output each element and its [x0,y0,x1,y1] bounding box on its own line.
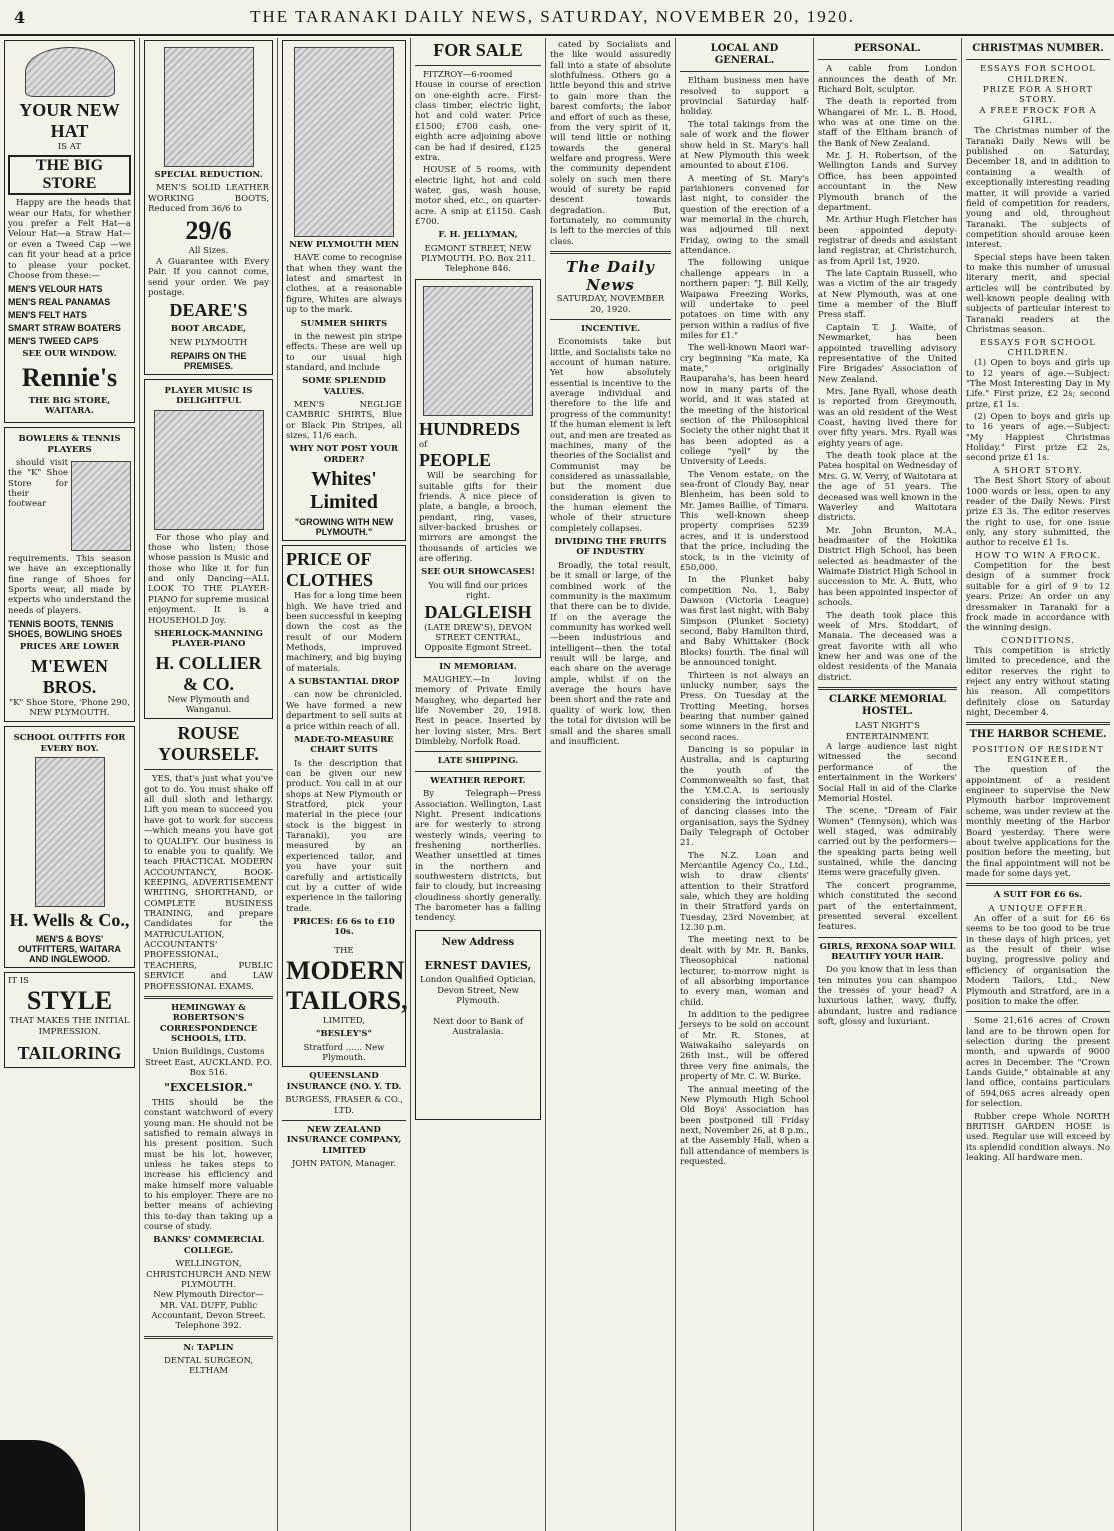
local-item-13: The annual meeting of the New Plymouth High School Old Boys' Association has been postponed till Friday next, November 26, at 8 p.m., at the Assembly Hall, when a full attendance of members is requested. [680,1084,809,1168]
local-item-7: In the Plunket baby competition No. 1, Baby Dawson (Victoria League) was first last night, with Baby Simpson (Plunket Society) second, Baby Hamilton third, and Baby Whittaker (Bock Blocks) fourth. The final will be announced tonight. [680,575,809,669]
memoriam-body: MAUGHEY.—In loving memory of Private Emily Maughey, who departed her life November 20, 1918. Rest in peace. Inserted by her loving sister, Mrs. Bert Dimbleby, Norfolk Road. [415,674,541,748]
prices-lower: PRICES ARE LOWER [19,642,120,653]
taplin-headline: N: TAPLIN [183,1342,234,1353]
personal-item-10: The death took place this week of Mrs. Stoddart, of Manaia. The deceased was a great favorite with all who knew her and was one of the oldest residents of the Manaia district. [818,610,957,683]
personal-item-3: Mr. J. H. Robertson, of the Wellington Lands and Survey Office, has been appointed accountant in the New Plymouth branch of the department. [818,151,957,213]
davies-ad [415,930,541,1120]
local-item-8: Thirteen is not always an unlucky number, says the Press. On Tuesday at the Trotting Meeting, horses bearing that number gained some winners in the first and second races. [680,670,809,743]
deare-town: NEW PLYMOUTH [169,337,248,348]
incentive-body: Economists take but little, and Socialists take no account of human nature. Yet how absolutely essential is incentive to the average individual and therefore to the life and progress of the community! If the human element is left out, and men are treated as machines, many of the theories of the Socialist and Communist may be considered as unassailable, but the moment due consideration is given to the human element the whole of their structure completely collapses. [550,337,671,534]
banks-headline: BANKS' COMMERCIAL COLLEGE. [153,1235,264,1256]
taplin-sub: DENTAL SURGEON, ELTHAM [163,1356,254,1377]
gentleman-illustration [294,47,394,237]
in-memoriam: IN MEMORIAM. [439,661,517,672]
how-to-win-headline: HOW TO WIN A FROCK. [974,550,1102,561]
rouse-headline: ROUSE YOURSELF. [158,723,259,765]
whites-sub: "GROWING WITH NEW PLYMOUTH." [294,517,394,538]
tennis-player-illustration [71,461,131,551]
people-body: Will be searching for suitable gifts for their friends. A nice piece of plate, a bangle, a brooch, pendant, ring, vases, silver-backed brushes or mirrors are amongst the thousands of articles we are offering. [419,471,537,565]
garden-hose: Rubber crepe Whole NORTH BRITISH GARDEN HOSE is used. Regular use will exceed by its splendid condition always. No leaking. All hardware men. [966,1111,1110,1163]
dalgleish-logo: DALGLEISH [424,601,532,622]
suit-body: An offer of a suit for £6 6s seems to be too good to be true in these days of high prices, yet as the result of their wise buying, progressive policy and efficiency of organisation the Modern Tailors, Ltd., New Plymouth and Stratford, are in a position to make the offer. [966,914,1110,1007]
people: PEOPLE [419,450,492,471]
local-item-11: The meeting next to be dealt with by Mr. R. Banks, Theosophical national lecturer, to-morrow night is of all absorbing importance to every man, woman and child. [680,935,809,1008]
column-2 [140,38,278,1531]
rennie-sub: THE BIG STORE, WAITARA. [28,395,111,416]
player-headline: PLAYER MUSIC IS DELIGHTFUL [164,385,253,407]
harbor-headline: THE HARBOR SCHEME. [969,729,1107,741]
hat-item-1: MEN'S VELOUR HATS [8,284,103,295]
wells-sub: MEN'S & BOYS' OUTFITTERS, WAITARA AND INGLEWOOD. [18,933,121,964]
prices-range: PRICES: £6 6s to £10 10s. [293,916,395,938]
substantial-drop: A SUBSTANTIAL DROP [288,677,400,688]
mcewen-logo: M'EWEN BROS. [30,655,108,697]
hat-item-4: SMART STRAW BOATERS [8,323,121,334]
local-item-4: The following unique challenge appears in a northern paper: "J. Bill Kelly, Waipawa Freezing Works, will undertake to peel potatoes on time with any person within a radius of five miles for £1." [680,258,809,341]
last-night: LAST NIGHT'S ENTERTAINMENT. [845,721,930,742]
hat-headline: YOUR NEW HAT [19,100,120,141]
besleys: "BESLEY'S" [316,1029,372,1040]
boots-ad [144,40,273,375]
house-listing: HOUSE of 5 rooms, with electric light, hot and cold water, gas, wash house, motor shed, etc., on quarter-acre. A snip at £1150. Cash £700. [415,165,541,228]
collier-logo: H. COLLIER & CO. [155,652,262,694]
burgess: BURGESS, FRASER & CO., LTD. [285,1095,403,1116]
essays-headline: ESSAYS FOR SCHOOL CHILDREN. [980,64,1096,85]
late-shipping: LATE SHIPPING. [437,756,519,767]
conditions-body: This competition is strictly limited to precedence, and the editor reserves the right to reject any entry without stating his reason. All competitors definitely close on Saturday night, December 4. [966,645,1110,719]
style-it-is: IT IS [8,975,29,986]
jellyman-sub: EGMONT STREET, NEW PLYMOUTH. P.O. Box 211. Telephone 846. [420,243,536,275]
repairs: REPAIRS ON THE PREMISES. [170,350,247,371]
column-6 [676,38,814,1531]
price-of-clothes: PRICE OF CLOTHES [286,549,374,591]
incentive-headline: INCENTIVE. [580,323,641,334]
ernest-davies: ERNEST DAVIES, [424,959,532,973]
style-sub: THAT MAKES THE INITIAL IMPRESSION. [9,1016,130,1037]
harbor-body: The question of the appointment of a resident engineer to supervise the New Plymouth harbor improvement scheme, was under review at the monthly meeting of the Harbor Board yesterday. There were about twelve applications for the position before the meeting, but the final appointment will not be made for some days yet. [966,765,1110,879]
hemingway-headline: HEMINGWAY & ROBERTSON'S CORRESPONDENCE SCHOOLS, LTD. [159,1002,258,1044]
masthead [0,0,1114,36]
hemingway-sub: Union Buildings, Customs Street East, AUCKLAND. P.O. Box 516. [144,1047,273,1079]
engineer-headline: POSITION OF RESIDENT ENGINEER. [972,744,1104,766]
dividing-headline: DIVIDING THE FRUITS OF INDUSTRY [554,537,667,558]
clarke-body-3: The concert programme, which constituted the second part of the entertainment, presented several excellent features. [818,880,957,933]
school-outfits-ad [4,726,135,968]
sherlock-manning: SHERLOCK-MANNING PLAYER-PIANO [154,628,263,650]
bowlers-body: should visit the "K" Shoe Store for their footwear requirements. This season we have an exceptionally fine range of Shoes for Sports wear, all made by experts who understand the needs of players. [8,458,131,616]
next-door: Next door to Bank of Australasia. [433,1016,523,1037]
all-sizes: All Sizes. [188,246,229,257]
daily-news-banner: The Daily News [566,258,655,295]
hat-item-2: MEN'S REAL PANAMAS [8,297,111,308]
unique-offer: A UNIQUE OFFER. [988,903,1088,914]
crown-lands: Some 21,616 acres of Crown land are to be thrown open for selection during the present month, and upwards of 9000 acres in December. The "Crown Lands Guide," obtainable at any land office, contains particulars of 594,065 acres already open for selection. [966,1016,1110,1110]
modern-tailors-logo: MODERN TAILORS, [286,956,408,1016]
clarke-body: A large audience last night witnessed the second performance of the entertainment in the Workers' Social Hall in aid of the Clarke Memorial Hostel. [818,742,957,804]
special-headline: SPECIAL REDUCTION. [154,170,263,180]
banks-director: New Plymouth Director— MR. VAL DUFF, Public Accountant, Devon Street. Telephone 392. [151,1290,266,1332]
showcases-sub: You will find our prices right. [428,580,528,602]
whites-ad [282,40,406,541]
suit-headline: A SUIT FOR £6 6s. [993,890,1083,901]
personal-item-2: The death is reported from Whangarei of Mr. L. B. Hood, who was at one time on the staff of the Eltham branch of the Bank of New Zealand. [818,97,957,149]
hundreds: HUNDREDS [419,418,521,439]
player-piano-ad [144,379,273,719]
tailoring-word: TAILORING [17,1043,122,1064]
how-to-win-body: Competition for the best design of a summer frock suitable for a girl of 9 to 12 years. Prize: An order on any dressmaker in Taranaki for a frock made in accordance with the winning design. [966,561,1110,634]
short-story-headline: A SHORT STORY. [993,465,1083,476]
local-item-2: The total takings from the sale of work and the flower show held in St. Mary's hall at New Plymouth this week amounted to about £106. [680,119,809,172]
clock-jewellery-illustration [423,286,533,416]
local-item-1: Eltham business men have resolved to support a provincial Saturday half-holiday. [680,76,809,118]
newspaper-title: THE TARANAKI DAILY NEWS, SATURDAY, NOVEMBER 20, 1920. [250,7,856,26]
banks-sub: WELLINGTON, CHRISTCHURCH AND NEW PLYMOUTH. [146,1259,271,1290]
local-item-5: The well-known Maori war-cry beginning "Ka mate, Ka mate," originally Rauparaha's, has been heard now in many parts of the world, and it was stated at the meeting of the historical section of the Philosophical Society the other night that it has been adopted as a college "yell" by the University of Leeds. [680,343,809,468]
hat-illustration [25,47,115,97]
player-body: For those who play and those who listen; those whose passion is Music and those who like it for fun and only Dancing—ALL LOOK TO THE PLAYER-PIANO for supreme musical enjoyment. It is a HOUSEHOLD Joy. [148,532,269,626]
collier-sub: New Plymouth and Wanganui. [167,694,250,715]
bowlers-ad [4,427,135,722]
price-body: Has for a long time been high. We have tried and been successful in keeping down the cost as the result of our Modern Methods, improved machinery, and big buying of materials. [286,591,403,674]
nz-insurance: NEW ZEALAND INSURANCE COMPANY, LIMITED [286,1124,402,1156]
whites-logo: Whites' Limited [310,468,378,514]
clarke-headline: CLARKE MEMORIAL HOSTEL. [828,694,947,718]
mcewen-sub: "K" Shoe Store, 'Phone 290, NEW PLYMOUTH. [9,697,130,718]
rexona-headline: GIRLS, REXONA SOAP WILL BEAUTIFY YOUR HAIR. [819,941,956,962]
clarke-body-2: The scene, "Dream of Fair Women" (Tennyson), which was well staged, was admirably carried out by the performers—the speaking parts being well sustained, while the dancing items were gracefully given. [818,806,957,879]
deare-logo: DEARE'S [169,300,248,321]
hat-ad [4,40,135,423]
paton: JOHN PATON, Manager. [291,1159,397,1169]
rexona-body: Do you know that in less than ten minutes you can shampoo the tresses of your head? A luxurious lather, wavy, fluffy, abundant, lustre and radiance soft, glossy and luxuriant. [818,965,957,1028]
hat-sub: IS AT [57,142,82,152]
prize-headline: PRIZE FOR A SHORT STORY. [982,84,1094,106]
style-word: STYLE [26,986,113,1016]
splendid-values: SOME SPLENDID VALUES. [302,376,386,397]
local-item-6: The Venom estate, on the sea-front of Cloudy Bay, near Blenheim, has been sold to Mr. James Baillie, of Timaru. This well-known sheep property comprises 5239 acres, and it is understood that the price, including the stock, is in the vicinity of £50,000. [680,469,809,573]
page-body [0,38,1114,1531]
local-general-headline: LOCAL AND GENERAL. [710,43,779,67]
column-5 [546,38,676,1531]
local-item-3: A meeting of St. Mary's parishioners convened for last night, to consider the question of the erection of a war memorial in the church, was adjourned till next Friday, owing to the small attendance. [680,173,809,257]
personal-item-9: Mr. John Brunton, M.A., headmaster of the Hokitika District High School, has been selected as headmaster of the Waimate District High School in succession to Mr. A. Butt, who has been appointed inspector of schools. [818,525,957,609]
editorial-cont: cated by Socialists and the like would assuredly fall into a state of absolute slothfulness. Others go a little beyond this and strive to gain more than the barest comforts; the labor and effort of such as these, from the very spirit of it, will tend little or nothing towards the general welfare and progress. Were the community dependent solely on such men there would of surety be rapid descent towards degradation. But, fortunately, no community is left to the mercies of this class. [550,40,671,247]
page-number: 4 [14,7,26,27]
personal-item-5: The late Captain Russell, who was a victim of the air tragedy at New Plymouth, was at one time a member of the Bluff Press staff. [818,269,957,321]
column-4 [411,38,546,1531]
np-men-body: HAVE come to recognise that when they want the latest and smartest in clothes, at a reasonable figure, Whites are always up to the mark. [286,253,402,316]
frock-headline: A FREE FROCK FOR A GIRL. [979,105,1097,126]
stratford-np: Stratford ...... New Plymouth. [303,1042,385,1064]
deare-sub: BOOT ARCADE, [170,324,247,335]
summer-body: in the newest pin stripe effects. These are well up to our usual high standard, and include [286,331,402,373]
personal-headline: PERSONAL. [854,43,921,54]
queensland-insurance: QUEENSLAND INSURANCE (NO. Y. TD. [286,1071,402,1092]
weather-report: WEATHER REPORT. [430,775,526,786]
dalgleish-ad [415,279,541,658]
column-8 [962,38,1114,1531]
dividing-body: Broadly, the total result, be it small or large, of the combined work of the community is the maximum that there can be to divide. If on the average the community has worked well—been industrious and intelligent—then the total result will be large, and each share on the average ample, whilst if on the average the hours have been short and the rate and quality of work low, then the total for division will be small and the shares small and insufficient. [550,560,671,747]
style-ad [4,972,135,1068]
conditions-headline: CONDITIONS. [1001,635,1075,646]
why-not-post: WHY NOT POST YOUR ORDER? [289,444,399,465]
summer-shirts: SUMMER SHIRTS [300,318,388,329]
for-sale-headline: FOR SALE [433,40,523,60]
showcases: SEE OUR SHOWCASES! [421,567,535,578]
rouse-body: YES, that's just what you've got to do. You must shake off all dull sloth and lethargy. Lift you mean to succeed you have got to work for success—which means you have got to QUALIFY. Our business is to enable you to qualify. We teach PRACTICAL MODERN ACCOUNTANCY, BOOK-KEEPING, ADVERTISEMENT WRITING, SHORTHAND, or COMPLETE BUSINESS TRAINING, and prepare Candidates for the MATRICULATION, ACCOUNTANTS' PROFESSIONAL, TEACHERS, PUBLIC SERVICE and LAW PROFESSIONAL EXAMS. [144,774,273,992]
column-3 [278,38,411,1531]
essays-body: (1) Open to boys and girls up to 12 years of age.—Subject: "The Most Interesting Day in My Life." First prize, £2 2s; second prize, £1 1s. [966,358,1110,410]
new-address: New Address [441,936,515,948]
big-store-logo: THE BIG STORE [8,155,131,195]
excelsior-body: THIS should be the constant watchword of every young man. He should not be satisfied to remain always in his present position. Such must be his lot, however, unless he takes steps to increase his efficiency and make himself more valuable to his employer. There are no better means of achieving this to-day than taking up a course of study. [144,1097,273,1233]
personal-item-6: Captain T. J. Waite, of Newmarket, has been appointed travelling advisory representative of the United Fire Brigades' Association of New Zealand. [818,322,957,385]
local-item-10: The N.Z. Loan and Mercantile Agency Co., Ltd., wish to draw clients' attention to their Stratford sale, which they are holding in their Stratford yards on Tuesday, 23rd November, at 12.30 p.m. [680,850,809,934]
piano-illustration [154,410,264,530]
measure-body: Is the description that can be given our new product. You call in at our shops at New Plymouth or Stratford, pick your material in the piece (our stock is the biggest in Taranaki), you are measured by an experienced tailor, and you have your suit carefully and artistically cut by a cutter of wide experience in the tailoring trade. [286,758,402,914]
shirts-detail: MEN'S NEGLIGE CAMBRIC SHIRTS, Blue or Black Pin Stripes, all sizes, 11/6 each. [286,400,402,442]
wells-logo: H. Wells & Co., [9,909,130,930]
made-to-measure: MADE-TO-MEASURE CHART SUITS [294,734,394,756]
short-story-body: The Best Short Story of about 1000 words or less, open to any reader of the Daily News. First prize £3 3s. The editor reserves the right to use, for one issue only, any story submitted, the author to receive £1 1s. [966,476,1110,549]
essays-body-2: (2) Open to boys and girls up to 16 years of age.—Subject: "My Happiest Christmas Holiday." First prize £2 2s, second prize £1 1s. [966,412,1110,464]
of-word: of [419,439,428,450]
schoolboy-illustration [35,757,105,907]
personal-item-1: A cable from London announces the death of Mr. Richard Bolt, sculptor. [818,64,957,95]
bootmaker-illustration [164,47,254,167]
jellyman: F. H. JELLYMAN, [438,230,518,241]
xmas-body: The Christmas number of the Taranaki Daily News will be published on Saturday, December 18, and in addition to containing a wealth of exceptionally interesting reading matter, it will provide a varied field of competition for readers, young and old, throughout Taranaki. The subjects of competition should arouse keen interest. [966,126,1110,251]
see-window: SEE OUR WINDOW. [22,349,117,360]
tennis-list: TENNIS BOOTS, TENNIS SHOES, BOWLING SHOES [8,619,123,640]
local-item-9: Dancing is so popular in Australia, and is capturing the youth of the Commonwealth so fast, that the Y.M.C.A. is seriously considering the introduction of dancing classes into the organisation, says the Sydney Daily Telegraph of October 21. [680,745,809,849]
local-item-12: In addition to the pedigree Jerseys to be sold on account of Mr. R. Stones, at Waiwakaiho saleyards on 26th inst., will be offered three very fine animals, the property of Mr. C. W. Burke. [680,1010,809,1083]
school-headline: SCHOOL OUTFITS FOR EVERY BOY. [13,733,126,754]
the-word: THE [334,945,354,956]
special-body: MEN'S SOLID LEATHER WORKING BOOTS, Reduced from 36/6 to [148,183,269,215]
boot-price: 29/6 [185,216,232,246]
bowlers-headline: BOWLERS & TENNIS PLAYERS [18,434,121,455]
drop-body: can now be chronicled. We have formed a new department to sell suits at a price within reach of all. [286,690,402,732]
guarantee: A Guarantee with Every Pair. If you cannot come, send your order. We pay postage. [148,256,269,298]
limited: LIMITED, [322,1016,366,1027]
essays-headline-2: ESSAYS FOR SCHOOL CHILDREN. [980,337,1096,358]
hat-body: Happy are the heads that wear our Hats, for whether you prefer a Felt Hat—a Velour Hat—a Straw Hat—or even a Tweed Cap —we can fit your head at a price to please your pocket. Choose from these:— [8,198,131,281]
dalgleish-sub: (LATE DREW'S), DEVON STREET CENTRAL, Opposite Egmont Street. [424,622,532,654]
christmas-headline: CHRISTMAS NUMBER. [972,43,1104,54]
personal-item-4: Mr. Arthur Hugh Fletcher has been appointed deputy-registrar of deeds and assistant land registrar, at Christchurch, as from April 1st, 1920. [818,215,957,267]
xmas-body-2: Special steps have been taken to make this number of unusual literary merit, and special articles will be contributed by well-known people dealing with subjects of particular interest to Taranaki readers at the Christmas season. [966,252,1110,336]
column-1 [0,38,140,1531]
editorial-date: SATURDAY, NOVEMBER 20, 1920. [556,294,665,315]
personal-item-8: The death took place at the Patea hospital on Wednesday of Mrs. G. W. Verry, of Waitotara at the age of 51 years. The deceased was well known in the Waverley and Waitotara districts. [818,451,957,524]
hat-item-5: MEN'S TWEED CAPS [8,336,99,347]
rennie-logo: Rennie's [21,362,118,392]
excelsior-headline: "EXCELSIOR." [164,1081,253,1095]
hat-item-3: MEN'S FELT HATS [8,310,87,321]
ernest-sub: London Qualified Optician, Devon Street, New Plymouth. [419,975,537,1007]
np-men-headline: NEW PLYMOUTH MEN [289,240,399,250]
personal-item-7: Mrs. Jane Ryall, whose death is reported from Greymouth, was an old resident of the West Coast, having lived there for over fifty years. Mrs. Ryall was eighty years of age. [818,386,957,449]
modern-tailors-ad [282,545,406,1067]
for-sale-body: FITZROY—6-roomed House in course of erection on one-eighth acre. First-class timber, electric light, hot and cold water. Price £1500; £700 cash, one-eighth acre adjoining above can be had if desired, £125 extra. [415,70,541,163]
weather-body: By Telegraph—Press Association. Wellington, Last Night. Present indications are for westerly to strong westerly winds, veering to freshening northerlies. Weather unsettled at times in the northern and southwestern districts, but fair to cloudy, but increasing cloudiness shortly generally. The barometer has a falling tendency. [415,789,541,924]
column-7 [814,38,962,1531]
